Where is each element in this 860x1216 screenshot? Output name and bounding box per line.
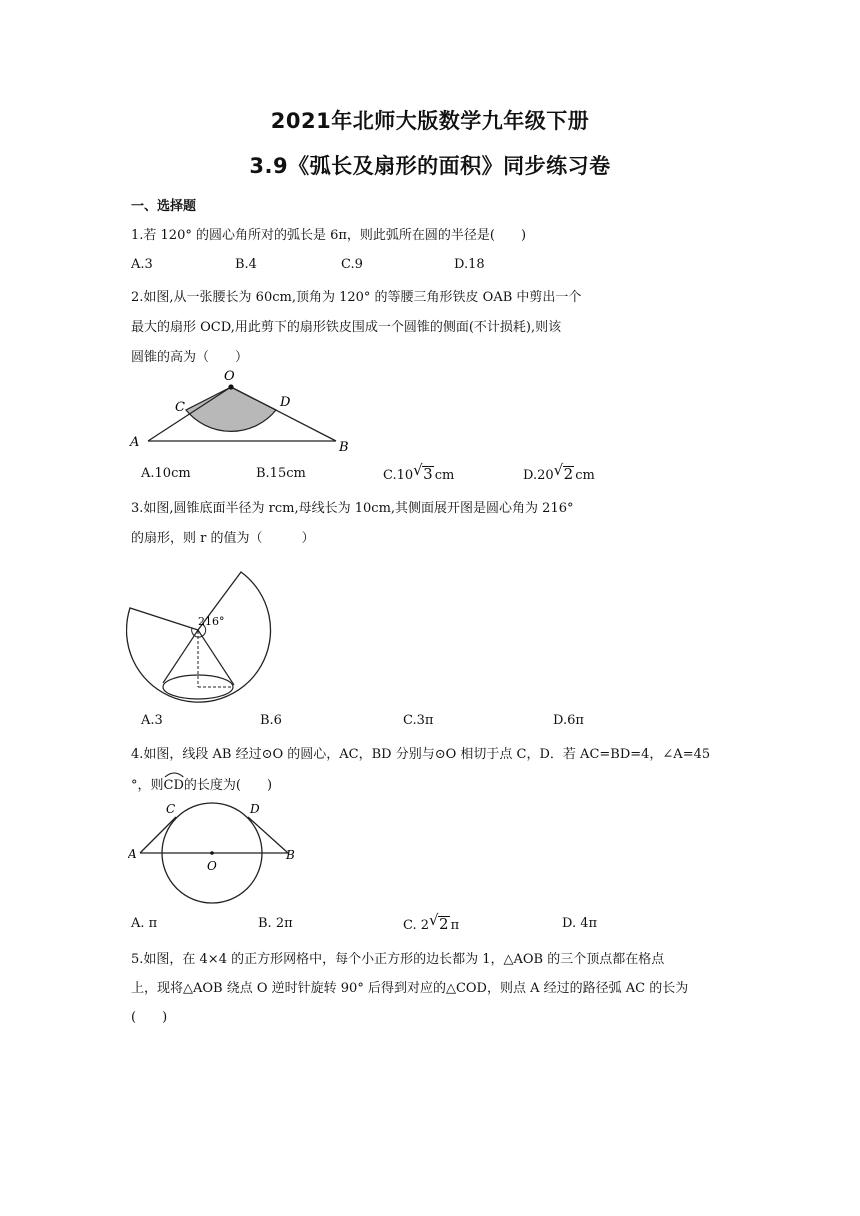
q3-option-a: A.3 (141, 713, 163, 728)
arc-icon (164, 770, 184, 778)
q2-option-a: A.10cm (141, 466, 191, 481)
q4-option-b: B. 2π (258, 916, 293, 931)
q2-label-b: B (339, 440, 349, 452)
q3-line-2: 的扇形，则 r 的值为（ ） (131, 531, 315, 546)
q2-option-c (383, 461, 455, 483)
q4-center-dot (210, 851, 214, 855)
q2-option-c-prefix: C.10 (383, 468, 414, 483)
q2-line-2: 最大的扇形 OCD,用此剪下的扇形铁皮围成一个圆锥的侧面(不计损耗),则该 (131, 320, 562, 335)
q4-label-a: A (128, 847, 137, 861)
q5-line-2: 上，现将△AOB 绕点 O 逆时针旋转 90° 后得到对应的△COD，则点 A 经过的路径弧 AC 的长为 (131, 981, 689, 996)
q4-circle-figure (128, 797, 298, 907)
q3-line-1: 3.如图,圆锥底面半径为 rcm,母线长为 10cm,其侧面展开图是圆心角为 216° (131, 501, 574, 516)
q2-line-1: 2.如图,从一张腰长为 60cm,顶角为 120° 的等腰三角形铁皮 OAB 中剪出一个 (131, 290, 582, 305)
q4-label-c: C (166, 802, 176, 816)
q4-line-2-suffix: 的长度为( ) (183, 778, 273, 793)
q4-option-c-radicand: 2 (439, 915, 449, 933)
q3-cone-figure (126, 551, 276, 703)
q2-option-c-unit: cm (434, 468, 455, 483)
q3-option-d: D.6π (553, 713, 584, 728)
q4-label-d: D (250, 802, 260, 816)
q2-option-d (523, 461, 595, 483)
q4-option-c (403, 911, 460, 933)
q4-arc-label: CD (163, 778, 184, 793)
q4-line-2 (131, 774, 272, 793)
q2-option-d-prefix: D.20 (523, 468, 554, 483)
q4-option-c-unit: π (450, 918, 460, 933)
q4-option-d: D. 4π (562, 916, 598, 931)
q2-option-c-radicand: 3 (423, 465, 433, 483)
q1-option-a: A.3 (131, 257, 153, 272)
q2-label-o: O (224, 369, 235, 384)
q2-sector-shape (186, 387, 276, 431)
section-heading: 一、选择题 (131, 199, 197, 214)
sqrt-symbol: √ 2 (429, 911, 449, 933)
q2-label-c: C (175, 400, 185, 415)
q4-arc-cd (164, 778, 184, 793)
q2-label-d: D (280, 395, 291, 410)
q4-option-c-prefix: C. 2 (403, 918, 430, 933)
q5-line-3: ( ) (131, 1010, 168, 1025)
q4-label-o: O (207, 859, 217, 873)
q3-angle-label: 216° (198, 615, 225, 628)
q2-vertex-dot (228, 384, 233, 389)
q5-line-1: 5.如图，在 4×4 的正方形网格中，每个小正方形的边长都为 1，△AOB 的三个顶点都在格点 (131, 952, 665, 967)
q4-line-2-prefix: °，则 (131, 778, 164, 793)
sqrt-symbol: √ 2 (553, 461, 574, 483)
q2-line-3: 圆锥的高为（ ） (131, 350, 249, 365)
q1-text: 1.若 120° 的圆心角所对的弧长是 6π，则此弧所在圆的半径是( ) (131, 228, 527, 243)
q3-option-c: C.3π (403, 713, 434, 728)
q4-label-b: B (286, 848, 295, 862)
q3-option-b: B.6 (260, 713, 282, 728)
page-subtitle: 3.9《弧长及扇形的面积》同步练习卷 (249, 154, 611, 178)
page-title: 2021年北师大版数学九年级下册 (270, 109, 590, 133)
q2-sector-figure (128, 367, 353, 452)
q1-option-c: C.9 (341, 257, 363, 272)
q2-label-a: A (130, 435, 140, 450)
q4-line-1: 4.如图，线段 AB 经过⊙O 的圆心，AC，BD 分别与⊙O 相切于点 C，D．若 AC=BD=4，∠A=45 (131, 747, 711, 762)
sqrt-symbol: √ 3 (413, 461, 433, 483)
q4-tangent-ac (140, 817, 176, 853)
q1-option-b: B.4 (235, 257, 257, 272)
q2-option-b: B.15cm (256, 466, 306, 481)
q2-option-d-unit: cm (575, 468, 595, 483)
q4-option-a: A. π (131, 916, 158, 931)
q4-tangent-bd (248, 817, 288, 853)
q2-option-d-radicand: 2 (563, 465, 574, 483)
q1-option-d: D.18 (454, 257, 485, 272)
